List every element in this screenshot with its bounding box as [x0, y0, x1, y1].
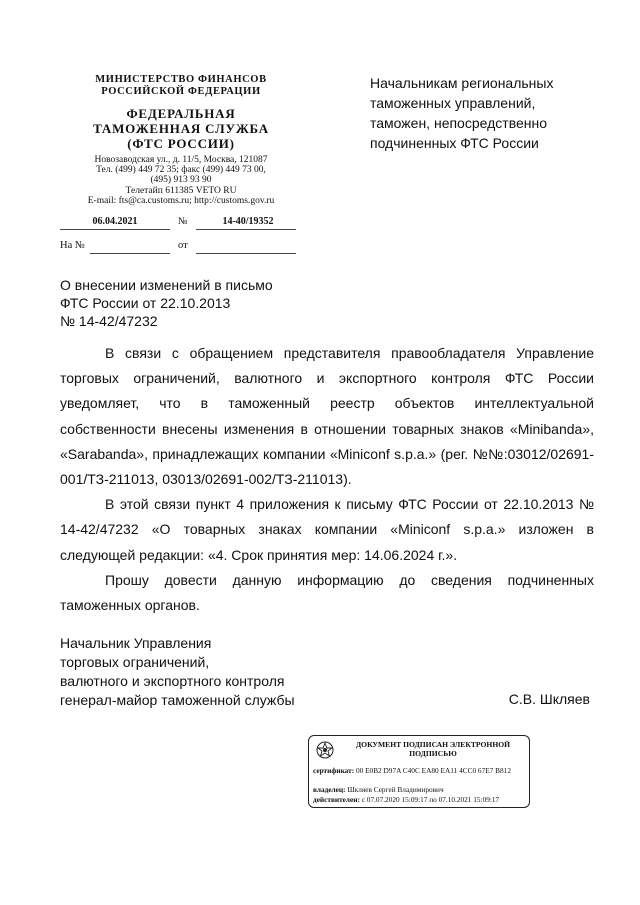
stamp-validity — [313, 795, 525, 805]
ministry-line-1: МИНИСТЕРСТВО ФИНАНСОВ — [95, 74, 267, 85]
certificate-label: сертификат: — [313, 766, 355, 775]
e-signature-emblem-icon — [314, 740, 336, 760]
body-paragraph: Прошу довести данную информацию до сведения подчиненных таможенных органов. — [60, 571, 594, 614]
body-paragraph: В этой связи пункт 4 приложения к письму ФТС России от 22.10.2013 № 14-42/47232 «О товарных знаках компании «Miniconf s.p.a.» изложен в следующей редакции: «4. Срок принятия мер: 14.06.2024 г.». — [60, 496, 594, 563]
position-line: валютного и экспортного контроля — [60, 673, 285, 689]
addressee-line: таможенных управлений, — [370, 95, 536, 111]
reference-label: На № — [60, 240, 85, 251]
registration-number: 14-40/19352 — [222, 216, 274, 227]
subject-line: № 14-42/47232 — [60, 313, 158, 329]
reference-from-label: от — [178, 240, 188, 251]
addressee-line: подчиненных ФТС России — [370, 135, 539, 151]
position-line: торговых ограничений, — [60, 654, 210, 670]
addressee-line: Начальникам региональных — [370, 75, 554, 91]
certificate-value: 00 E0B2 D97A C40C EA80 EA11 4CC0 67E7 B812 — [355, 766, 511, 775]
ministry-line-2: РОССИЙСКОЙ ФЕДЕРАЦИИ — [101, 86, 261, 97]
owner-label: владелец: — [313, 785, 346, 794]
letter-body — [60, 341, 594, 618]
address-line: Телетайп 611385 VETO RU — [125, 185, 237, 196]
number-sign: № — [178, 216, 188, 227]
service-line-2: ТАМОЖЕННАЯ СЛУЖБА — [93, 121, 269, 136]
addressee — [370, 73, 590, 153]
body-paragraph: В связи с обращением представителя правообладателя Управление торговых ограничений, валютного и экспортного контроля ФТС России уведомляет, что в таможенный реестр объектов интеллектуальной собственности внесены изменения в отношении товарных знаков «Minibanda», «Sarabanda», принадлежащих компании «Miniconf s.p.a.» (рег. №№:03012/02691-001/ТЗ-211013, 03013/02691-002/ТЗ-211013). — [60, 345, 594, 488]
date-underline — [60, 229, 170, 230]
validity-label: действителен: — [313, 795, 360, 804]
number-underline — [196, 229, 296, 230]
reference-number-blank — [90, 253, 170, 254]
stamp-title-line-1: ДОКУМЕНТ ПОДПИСАН ЭЛЕКТРОННОЙ — [355, 740, 511, 749]
service-name — [56, 106, 306, 151]
addressee-line: таможен, непосредственно — [370, 115, 548, 131]
subject-line: О внесении изменений в письмо — [60, 277, 273, 293]
letter-subject — [60, 276, 273, 330]
address-line: Новозаводская ул., д. 11/5, Москва, 121087 — [94, 155, 268, 165]
service-address — [56, 155, 306, 206]
stamp-certificate — [313, 766, 525, 776]
validity-value: с 07.07.2020 15:09:17 по 07.10.2021 15:09:17 — [361, 795, 500, 804]
subject-line: ФТС России от 22.10.2013 — [60, 295, 231, 311]
address-line: (495) 913 93 90 — [150, 175, 212, 186]
signatory-name: С.В. Шкляев — [508, 691, 590, 707]
stamp-title — [341, 740, 525, 758]
address-line: Тел. (499) 449 72 35; факс (499) 449 73 00, — [96, 165, 266, 176]
electronic-signature-stamp — [308, 735, 530, 808]
service-line-3: (ФТС РОССИИ) — [127, 136, 235, 151]
stamp-title-line-2: ПОДПИСЬЮ — [409, 749, 457, 758]
ministry-name — [56, 74, 306, 98]
registration-date: 06.04.2021 — [92, 216, 138, 227]
reference-date-blank — [196, 253, 296, 254]
signatory-position — [60, 634, 295, 710]
address-line: E-mail: fts@ca.customs.ru; http://customs.gov.ru — [87, 195, 275, 206]
stamp-owner — [313, 785, 525, 795]
position-line: Начальник Управления — [60, 635, 212, 651]
owner-value: Шкляев Сергей Владимирович — [347, 785, 444, 794]
service-line-1: ФЕДЕРАЛЬНАЯ — [126, 106, 236, 121]
position-line: генерал-майор таможенной службы — [60, 692, 295, 708]
